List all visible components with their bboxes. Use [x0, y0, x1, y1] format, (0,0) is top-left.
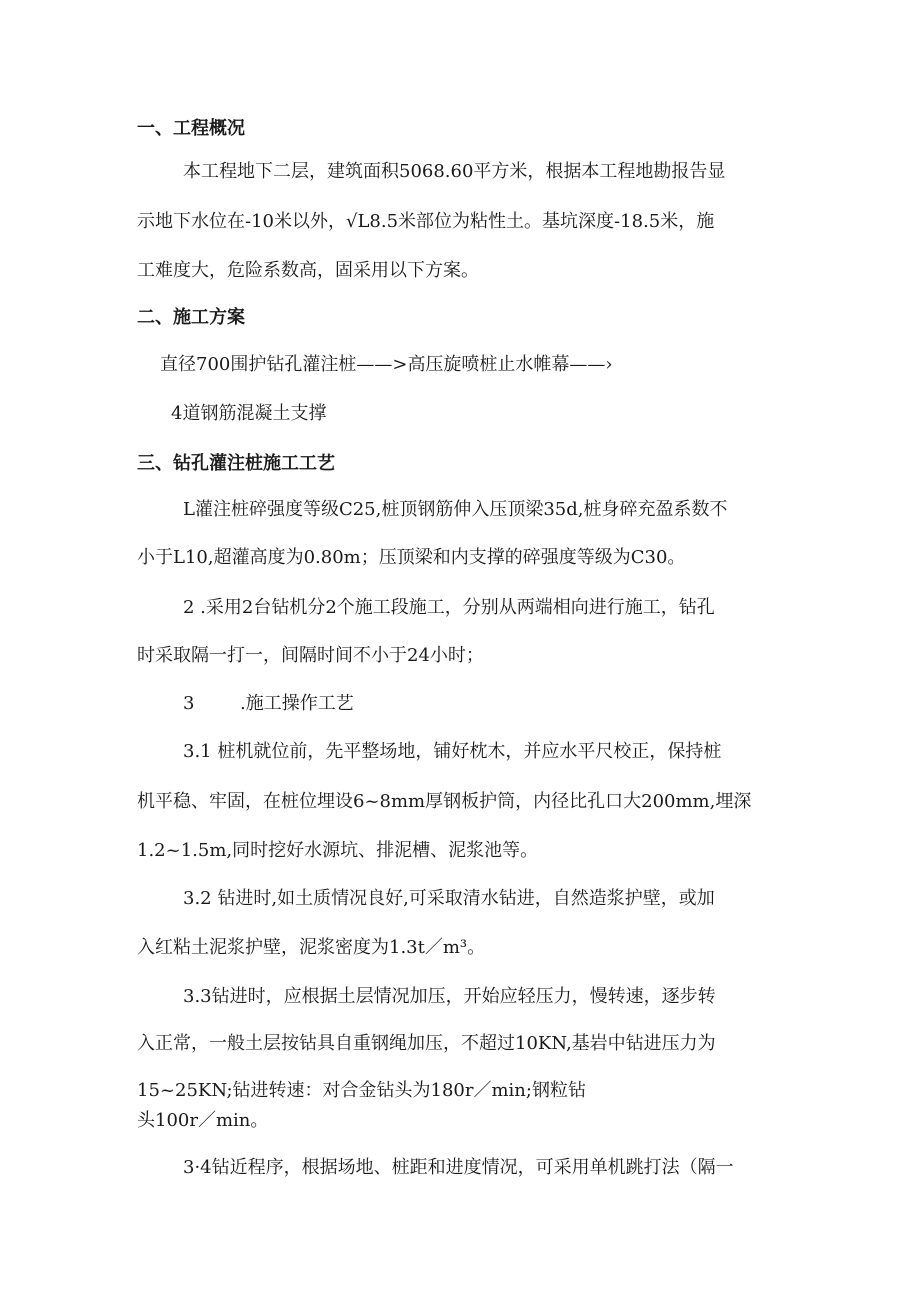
paragraph-line: 1.2~1.5m,同时挖好水源坑、排泥槽、泥浆池等。 [137, 840, 539, 861]
paragraph-line: 15~25KN;钻进转速：对合金钻头为180r／min;钢粒钻 [137, 1080, 586, 1101]
paragraph-line: 头100r／min。 [137, 1110, 269, 1131]
paragraph-line: 机平稳、牢固，在桩位埋设6~8mm厚钢板护筒，内径比孔口大200mm,埋深 [137, 791, 752, 812]
paragraph-line: 时采取隔一打一，间隔时间不小于24小时； [137, 645, 484, 666]
paragraph-line: 3.3钻进时，应根据土层情况加压，开始应轻压力，慢转速，逐步转 [183, 986, 716, 1007]
list-number: 3 [183, 693, 195, 714]
section-heading-overview: 一、工程概况 [137, 118, 245, 139]
paragraph-line: 3.2 钻进时,如土质情况良好,可采取清水钻进，自然造浆护壁，或加 [183, 888, 715, 909]
paragraph-line: L灌注桩碎强度等级C25,桩顶钢筋伸入压顶梁35d,桩身碎充盈系数不 [183, 499, 728, 520]
paragraph-line: 入正常，一般土层按钻具自重钢绳加压，不超过10KN,基岩中钻进压力为 [137, 1033, 716, 1054]
paragraph-line: 3.1 桩机就位前，先平整场地，铺好枕木，并应水平尺校正，保持桩 [183, 741, 722, 762]
paragraph-line: 4道钢筋混凝土支撑 [171, 403, 327, 424]
paragraph-line: .施工操作工艺 [240, 693, 354, 714]
paragraph-line: 示地下水位在-10米以外，√L8.5米部位为粘性土。基坑深度-18.5米，施 [137, 211, 715, 232]
section-heading-plan: 二、施工方案 [137, 307, 245, 328]
paragraph-line: 入红粘土泥浆护壁，泥浆密度为1.3t／m³。 [137, 937, 486, 958]
section-heading-process: 三、钻孔灌注桩施工工艺 [137, 453, 335, 474]
paragraph-line: 工难度大，危险系数高，固采用以下方案。 [137, 260, 479, 281]
paragraph-line: 3·4钻近程序，根据场地、桩距和进度情况，可采用单机跳打法（隔一 [183, 1157, 734, 1178]
paragraph-line: 小于L10,超灌高度为0.80m；压顶梁和内支撑的碎强度等级为C30。 [137, 547, 686, 568]
paragraph-line: 直径700围护钻孔灌注桩——>高压旋喷桩止水帷幕——› [160, 354, 613, 375]
paragraph-line: 2 .采用2台钻机分2个施工段施工，分别从两端相向进行施工，钻孔 [183, 597, 715, 618]
paragraph-line: 本工程地下二层，建筑面积5068.60平方米，根据本工程地勘报告显 [183, 161, 726, 182]
